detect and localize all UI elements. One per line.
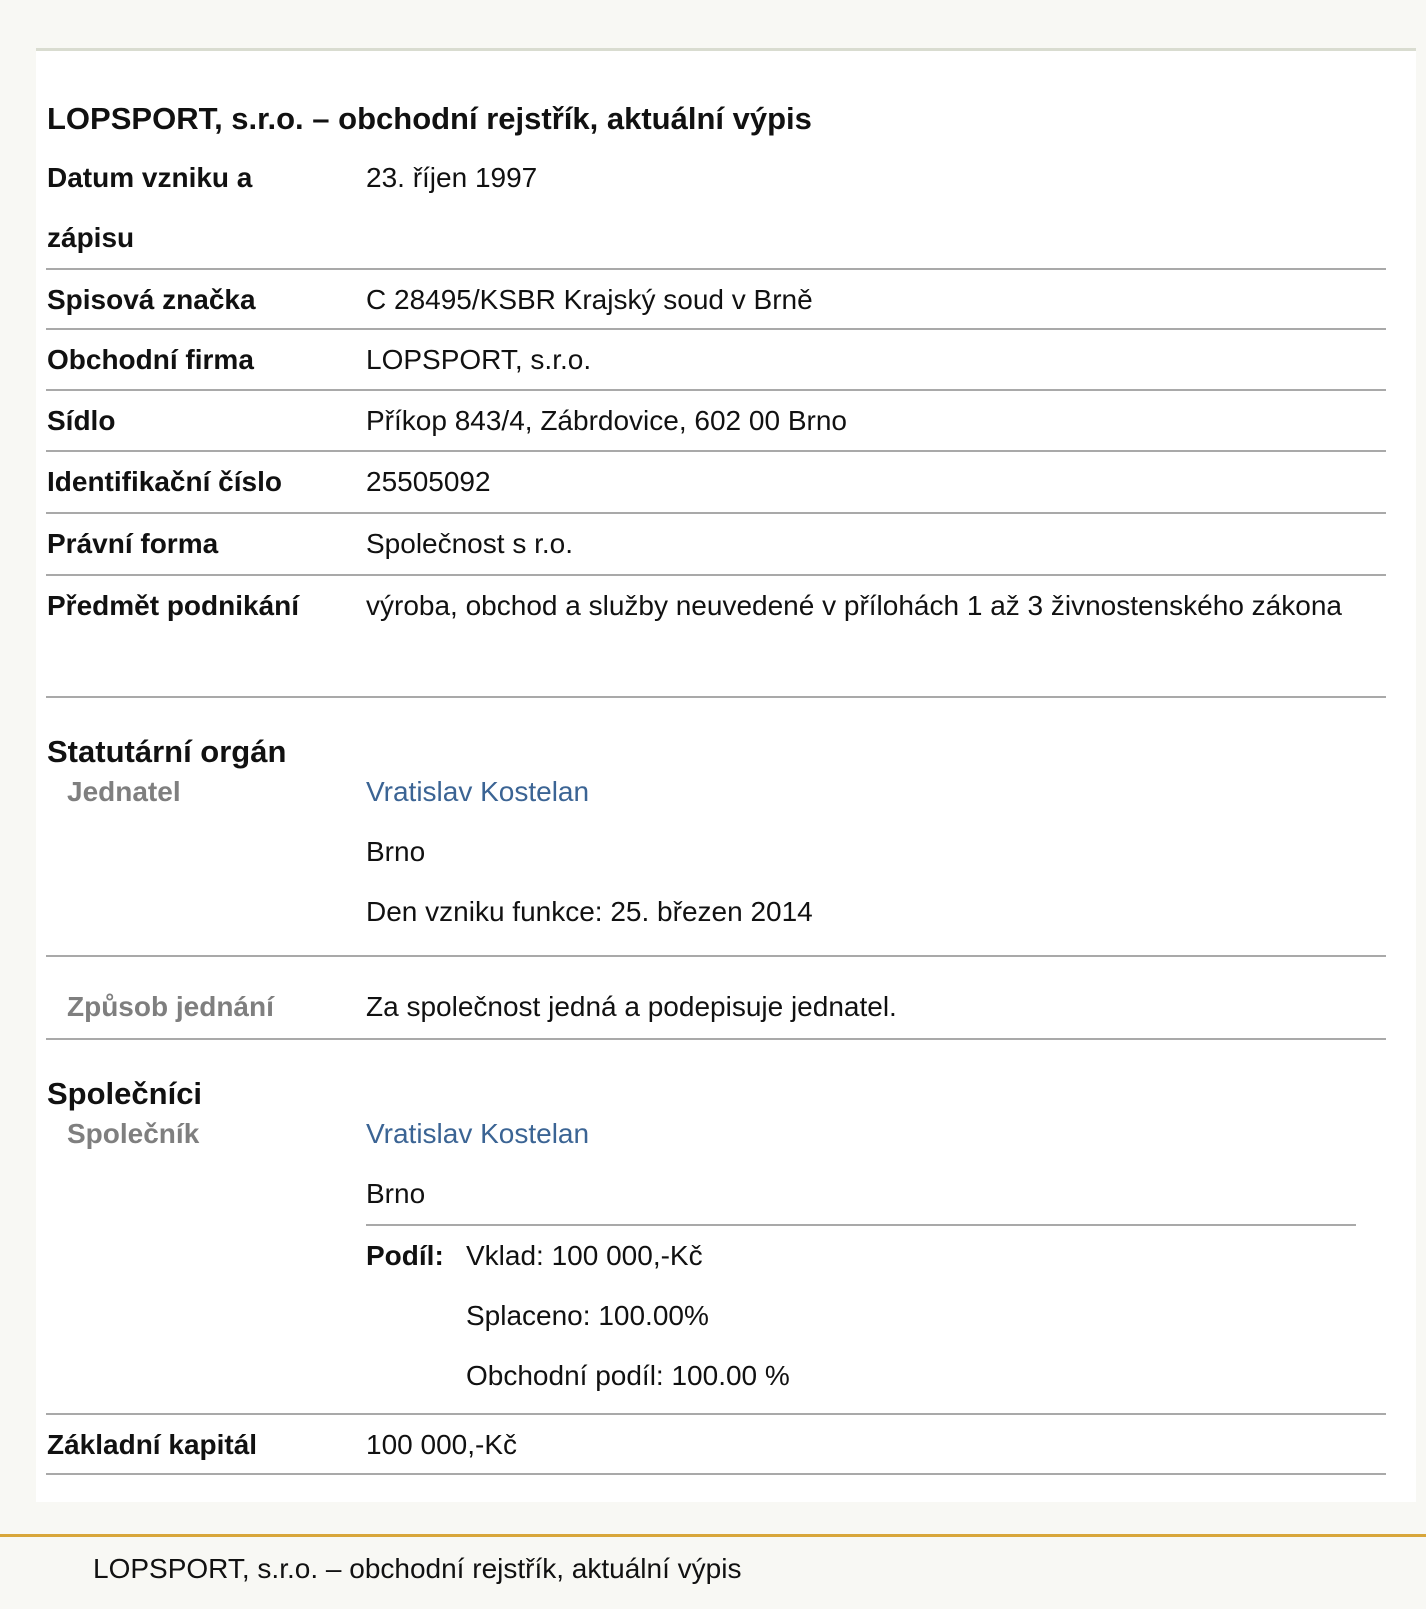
row-value: 25505092 [366,466,491,497]
share-splaceno: Splaceno: 100.00% [466,1300,709,1331]
row-value: 100 000,-Kč [366,1429,517,1460]
share-vklad: Vklad: 100 000,-Kč [466,1240,703,1271]
row-spolecnik [46,1104,1386,1415]
person-link[interactable]: Vratislav Kostelan [366,1118,590,1149]
row-label: Obchodní firma [47,344,254,375]
row-zpusob-jednani [46,957,1386,1040]
footer [0,1534,1426,1609]
share-label: Podíl: [366,1240,444,1271]
row-label: Datum vzniku a zápisu [47,162,253,253]
person-city: Brno [366,1178,426,1209]
row-obchodni-firma [46,330,1386,391]
row-value: Společnost s r.o. [366,528,574,559]
share-obchodni-podil: Obchodní podíl: 100.00 % [466,1360,790,1391]
row-label: Předmět podnikání [47,590,300,621]
row-label: Spisová značka [47,284,256,315]
row-jednatel [46,762,1386,957]
row-predmet-podnikani [46,576,1386,698]
row-datum-vzniku [46,148,1386,270]
spolecnik-details [366,1104,1366,1224]
row-label: Sídlo [47,405,116,436]
row-pravni-forma [46,514,1386,576]
footer-text: LOPSPORT, s.r.o. – obchodní rejstřík, aktuální výpis [93,1553,742,1584]
row-identifikacni-cislo [46,452,1386,514]
row-label: Způsob jednání [67,991,274,1022]
jednatel-details [366,762,1366,942]
function-since: Den vzniku funkce: 25. březen 2014 [366,896,813,927]
document-title: LOPSPORT, s.r.o. – obchodní rejstřík, aktuální výpis [47,101,812,136]
row-value: výroba, obchod a služby neuvedené v přílohách 1 až 3 živnostenského zákona [366,590,1342,621]
row-value: LOPSPORT, s.r.o. [366,344,592,375]
row-sidlo [46,391,1386,452]
share-details [366,1224,1356,1391]
row-value: 23. říjen 1997 [366,162,538,193]
row-value: Za společnost jedná a podepisuje jednatel. [366,991,897,1022]
section-heading-statutarni-organ: Statutární orgán [47,734,287,769]
row-label: Právní forma [47,528,219,559]
row-value: Příkop 843/4, Zábrdovice, 602 00 Brno [366,405,847,436]
row-label: Společník [67,1118,200,1149]
row-label: Identifikační číslo [47,466,282,497]
extract-card [36,48,1416,1502]
person-city: Brno [366,836,426,867]
row-spisova-znacka [46,270,1386,330]
person-link[interactable]: Vratislav Kostelan [366,776,590,807]
section-heading-spolecnici: Společníci [47,1076,203,1111]
row-label: Jednatel [67,776,181,807]
share-values [466,1226,1346,1406]
row-zakladni-kapital [46,1415,1386,1475]
row-label: Základní kapitál [47,1429,258,1460]
row-value: C 28495/KSBR Krajský soud v Brně [366,284,813,315]
